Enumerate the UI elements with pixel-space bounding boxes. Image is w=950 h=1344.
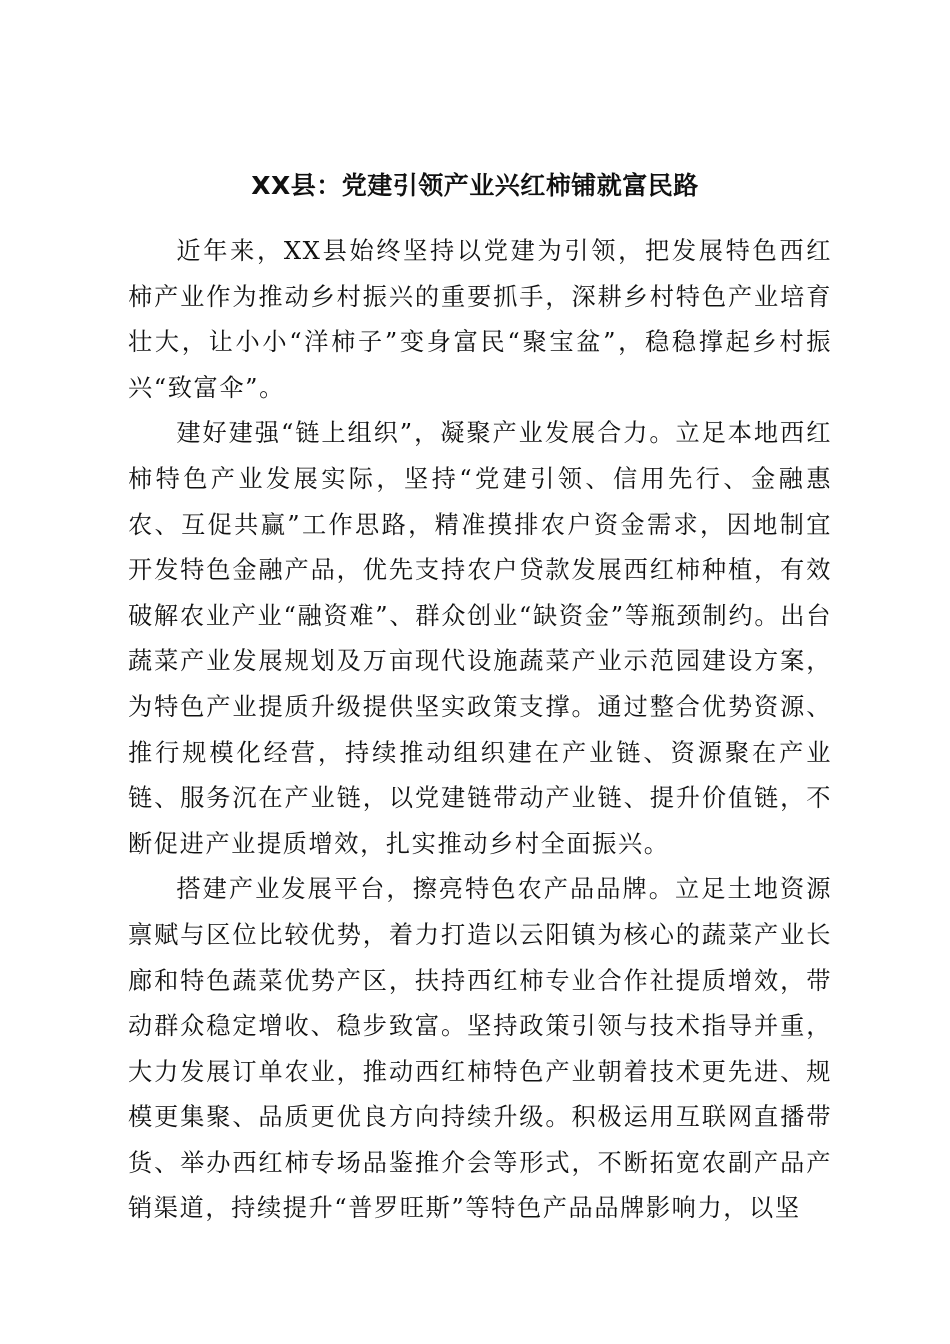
document-body (128, 229, 832, 1232)
document-title: XX县：党建引领产业兴红柿铺就富民路 (251, 171, 699, 200)
paragraph-chain-organization: 建好建强“链上组织”，凝聚产业发展合力。立足本地西红柿特色产业发展实际，坚持“党建引领、信用先行、金融惠农、互促共赢”工作思路，精准摸排农户资金需求，因地制宜开发特色金融产品，优先支持农户贷款发展西红柿种植，有效破解农业产业“融资难”、群众创业“缺资金”等瓶颈制约。出台蔬菜产业发展规划及万亩现代设施蔬菜产业示范园建设方案，为特色产业提质升级提供坚实政策支撑。通过整合优势资源、推行规模化经营，持续推动组织建在产业链、资源聚在产业链、服务沉在产业链，以党建链带动产业链、提升价值链，不断促进产业提质增效，扎实推动乡村全面振兴。 (128, 419, 832, 858)
paragraph-industry-platform: 搭建产业发展平台，擦亮特色农产品品牌。立足土地资源禀赋与区位比较优势，着力打造以云阳镇为核心的蔬菜产业长廊和特色蔬菜优势产区，扶持西红柿专业合作社提质增效，带动群众稳定增收、稳步致富。坚持政策引领与技术指导并重，大力发展订单农业，推动西红柿特色产业朝着技术更先进、规模更集聚、品质更优良方向持续升级。积极运用互联网直播带货、举办西红柿专场品鉴推介会等形式，不断拓宽农副产品产销渠道，持续提升“普罗旺斯”等特色产品品牌影响力，以坚 (128, 875, 832, 1223)
paragraph-intro: 近年来，XX县始终坚持以党建为引领，把发展特色西红柿产业作为推动乡村振兴的重要抓手，深耕乡村特色产业培育壮大，让小小“洋柿子”变身富民“聚宝盆”，稳稳撑起乡村振兴“致富伞”。 (128, 237, 832, 402)
